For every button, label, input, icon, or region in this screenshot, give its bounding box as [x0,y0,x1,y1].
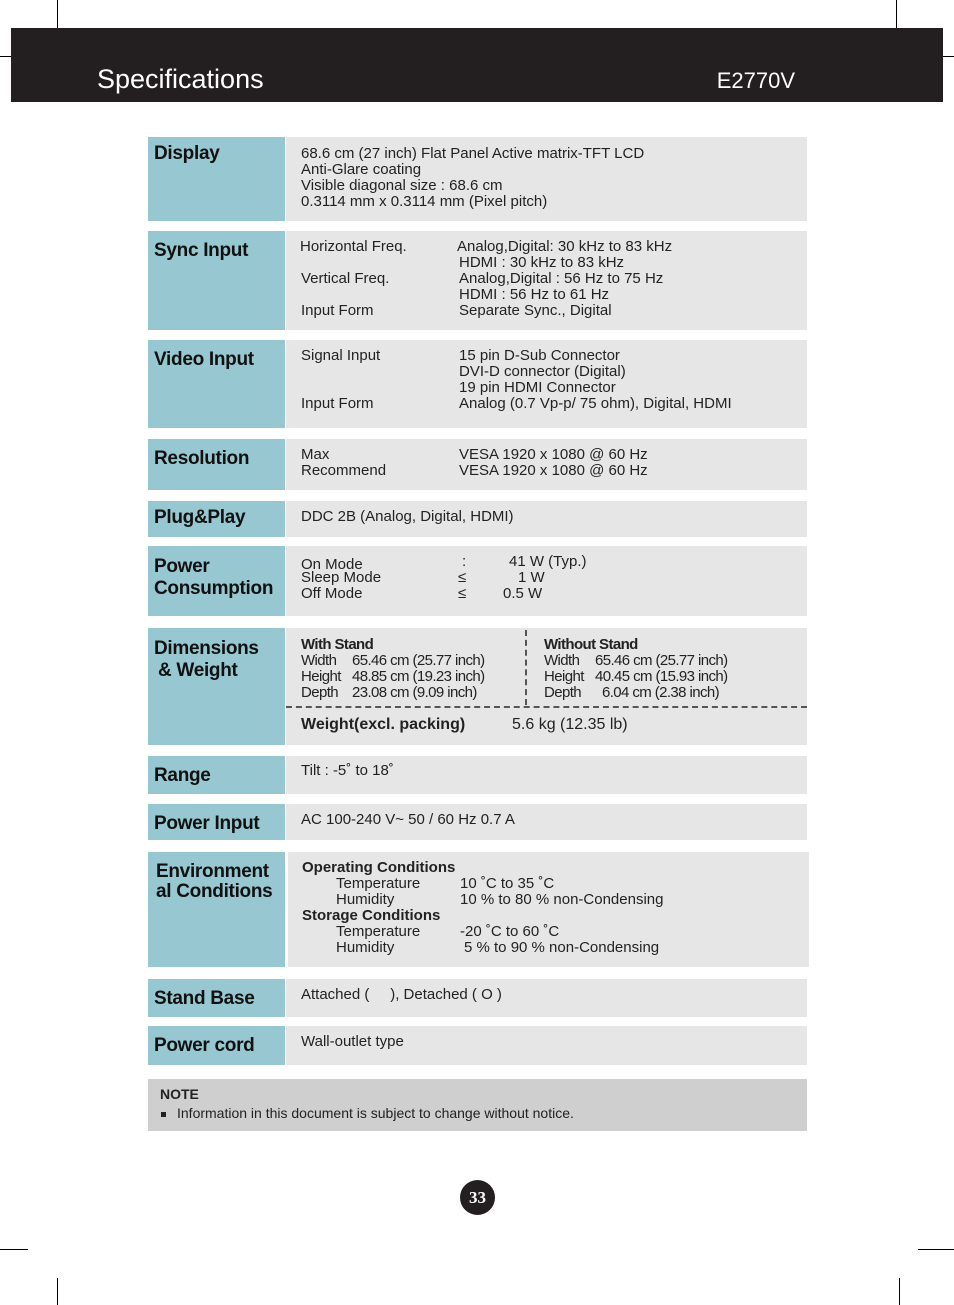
display-line: 68.6 cm (27 inch) Flat Panel Active matrix-TFT LCD [301,145,645,162]
note-text: Information in this document is subject to change without notice. [177,1105,574,1121]
video-s-val: 15 pin D-Sub Connector [459,347,620,364]
divider-horizontal [286,706,807,708]
crop-mark [57,1278,58,1305]
content-power-consumption [286,546,807,616]
sync-f-val: Separate Sync., Digital [459,302,612,319]
pc-val: 1 W [518,569,545,586]
label-display: Display [148,137,285,221]
label-power-cord: Power cord [148,1026,285,1065]
op-temp-key: Temperature [336,875,421,892]
with-stand-depth-key: Depth [301,684,339,701]
without-stand-height-key: Height [544,668,584,685]
content-display [286,137,807,221]
with-stand-title: With Stand [301,636,374,653]
res-rec-val: VESA 1920 x 1080 @ 60 Hz [459,462,648,479]
label-power-input: Power Input [148,804,285,840]
op-hum-key: Humidity [336,891,395,908]
page-number: 33 [460,1180,495,1215]
st-hum: 5 % to 90 % non-Condensing [464,939,660,956]
without-stand-width: 65.46 cm (25.77 inch) [595,652,728,669]
pc-sym: ≤ [458,585,467,602]
pc-mode: Sleep Mode [301,569,382,586]
crop-mark [918,1249,954,1250]
label-environment [148,852,285,967]
pc-mode: Off Mode [301,585,363,602]
op-temp: 10 ˚C to 35 ˚C [460,875,555,892]
weight-key: Weight(excl. packing) [301,716,466,733]
crop-mark [57,0,58,28]
pc-sym: ≤ [458,569,467,586]
display-line: 0.3114 mm x 0.3114 mm (Pixel pitch) [301,193,548,210]
content-resolution [286,439,807,490]
pc-mode: On Mode [301,556,363,573]
content-range [286,756,807,794]
st-temp-key: Temperature [336,923,421,940]
res-max-val: VESA 1920 x 1080 @ 60 Hz [459,446,648,463]
without-stand-depth-key: Depth [544,684,582,701]
crop-mark [0,56,11,57]
crop-mark [899,1278,900,1305]
sync-f-key: Input Form [301,302,374,319]
label-video-input: Video Input [148,340,285,428]
with-stand-height-key: Height [301,668,341,685]
weight-val: 5.6 kg (12.35 lb) [512,716,628,733]
op-hum: 10 % to 80 % non-Condensing [460,891,664,908]
label-line: Environment [156,861,269,882]
without-stand-depth: 6.04 cm (2.38 inch) [602,684,719,701]
sync-h-val: HDMI : 30 kHz to 83 kHz [459,254,625,271]
st-conditions-title: Storage Conditions [302,907,441,924]
crop-mark [943,56,954,57]
pc-val: 41 W (Typ.) [509,553,587,570]
sync-h-val: Analog,Digital: 30 kHz to 83 kHz [457,238,673,255]
res-rec-key: Recommend [301,462,387,479]
without-stand-height: 40.45 cm (15.93 inch) [595,668,728,685]
sync-v-val: Analog,Digital : 56 Hz to 75 Hz [459,270,664,287]
range-value: Tilt : -5˚ to 18˚ [301,762,394,779]
content-dimensions [286,628,807,745]
with-stand-height: 48.85 cm (19.23 inch) [352,668,485,685]
stand-base-value: Attached ( ), Detached ( O ) [301,986,502,1003]
power-input-value: AC 100-240 V~ 50 / 60 Hz 0.7 A [301,811,515,828]
crop-mark [896,0,897,28]
note-title: NOTE [160,1086,199,1102]
label-line: Consumption [154,578,274,599]
label-resolution: Resolution [148,439,285,490]
sync-h-key: Horizontal Freq. [300,238,407,255]
sync-v-val: HDMI : 56 Hz to 61 Hz [459,286,610,303]
pc-sym: : [462,553,467,570]
label-line: al Conditions [156,881,273,902]
display-line: Anti-Glare coating [301,161,422,178]
note-box [148,1079,807,1131]
video-s-val: 19 pin HDMI Connector [459,379,616,396]
crop-mark [0,1249,28,1250]
with-stand-width: 65.46 cm (25.77 inch) [352,652,485,669]
video-s-key: Signal Input [301,347,381,364]
with-stand-width-key: Width [301,652,337,669]
label-dimensions [148,628,285,745]
pc-val: 0.5 W [503,585,543,602]
st-hum-key: Humidity [336,939,395,956]
label-line: & Weight [158,660,238,681]
without-stand-width-key: Width [544,652,580,669]
model-name: E2770V [716,68,795,93]
without-stand-title: Without Stand [544,636,638,653]
content-power-cord [286,1026,807,1065]
content-environment [288,852,809,967]
label-sync-input: Sync Input [148,231,285,330]
content-video-input [286,340,807,428]
display-line: Visible diagonal size : 68.6 cm [301,177,503,194]
page-title: Specifications [97,64,264,94]
content-stand-base [286,979,807,1017]
sync-v-key: Vertical Freq. [301,270,390,287]
content-plug-play [286,501,807,537]
label-line: Dimensions [154,638,259,659]
bullet-icon [161,1112,166,1117]
page-header [11,28,943,102]
video-f-key: Input Form [301,395,374,412]
label-line: Power [154,556,210,577]
st-temp: -20 ˚C to 60 ˚C [460,923,560,940]
op-conditions-title: Operating Conditions [302,859,456,876]
res-max-key: Max [301,446,330,463]
label-range: Range [148,756,285,794]
content-power-input [286,804,807,840]
video-s-val: DVI-D connector (Digital) [459,363,626,380]
content-sync-input [286,231,807,330]
label-stand-base: Stand Base [148,979,285,1017]
divider-vertical [525,630,527,705]
power-cord-value: Wall-outlet type [301,1033,404,1050]
plug-play-value: DDC 2B (Analog, Digital, HDMI) [301,508,514,525]
with-stand-depth: 23.08 cm (9.09 inch) [352,684,477,701]
label-power-consumption [148,546,285,616]
video-f-val: Analog (0.7 Vp-p/ 75 ohm), Digital, HDMI [459,395,732,412]
label-plug-play: Plug&Play [148,501,285,537]
